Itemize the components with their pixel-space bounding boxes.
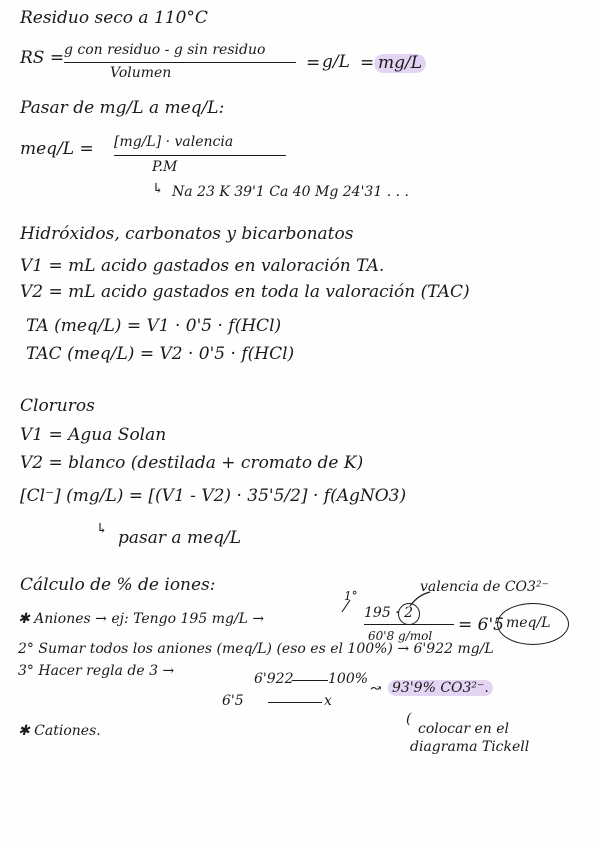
chloride-formula: [Cl⁻] (mg/L) = [(V1 - V2) · 35'5/2] · f(AgNO3) <box>20 486 407 506</box>
tac-formula: TAC (meq/L) = V2 · 0'5 · f(HCl) <box>26 344 295 364</box>
section-title-conversion: Pasar de mg/L a meq/L: <box>20 98 225 118</box>
rule-b1: 6'5 <box>222 693 244 709</box>
rs-g-per-l: g/L <box>322 52 350 72</box>
rule-a2: 100% <box>328 671 369 687</box>
valencia-pointer <box>410 592 430 606</box>
section-title-residuo: Residuo seco a 110°C <box>20 8 208 28</box>
anion-result-unit: meq/L <box>506 615 551 631</box>
rule-b2: x <box>324 693 332 709</box>
valencia-note: valencia de CO3²⁻ <box>420 579 549 595</box>
anion-result: = 6'5 <box>458 615 504 635</box>
rs-denominator: Volumen <box>110 65 172 81</box>
section-title-iones: Cálculo de % de iones: <box>20 575 216 595</box>
rs-label: RS = <box>20 48 65 68</box>
step1-pointer <box>342 600 350 612</box>
meq-arrow-icon: ↳ <box>152 181 164 197</box>
meq-label: meq/L = <box>20 139 94 159</box>
rs-mg-per-l: mg/L <box>374 54 426 73</box>
pasar-arrow-icon: ↳ <box>96 521 108 537</box>
step2-line: 2° Sumar todos los aniones (meq/L) (eso es el 100%) → 6'922 mg/L <box>18 641 494 657</box>
step1-mark: 1° <box>344 589 358 603</box>
rs-equals-2: = <box>360 53 375 73</box>
rule-bracket: ↝ <box>370 681 382 697</box>
placement-note-2: diagrama Tickell <box>410 739 530 755</box>
placement-bracket: ( <box>406 711 412 727</box>
placement-note-1: colocar en el <box>418 721 510 737</box>
atomic-weights-note: Na 23 K 39'1 Ca 40 Mg 24'31 . . . <box>172 184 409 200</box>
pasar-note: pasar a meq/L <box>118 528 242 548</box>
rs-numerator: g con residuo - g sin residuo <box>64 42 266 58</box>
cloruros-v1: V1 = Agua Solan <box>20 425 167 445</box>
aniones-line: ✱ Aniones → ej: Tengo 195 mg/L → <box>18 611 265 627</box>
ta-formula: TA (meq/L) = V1 · 0'5 · f(HCl) <box>26 316 282 336</box>
step3-line: 3° Hacer regla de 3 → <box>18 663 175 679</box>
frac-numerator: 195 · 2 <box>364 605 413 621</box>
rule-a1: 6'922 <box>254 671 294 687</box>
rule-result: 93'9% CO3²⁻. <box>388 680 493 696</box>
section-title-hydroxides: Hidróxidos, carbonatos y bicarbonatos <box>20 224 354 244</box>
meq-numerator: [mg/L] · valencia <box>114 134 234 150</box>
cloruros-v2: V2 = blanco (destilada + cromato de K) <box>20 453 364 473</box>
rs-equals-1: = <box>306 53 321 73</box>
hydroxides-v1: V1 = mL acido gastados en valoración TA. <box>20 256 385 276</box>
meq-denominator: P.M <box>152 159 178 175</box>
section-title-cloruros: Cloruros <box>20 396 95 416</box>
cationes-line: ✱ Cationes. <box>18 723 101 739</box>
frac-denominator: 60'8 g/mol <box>368 629 433 643</box>
hydroxides-v2: V2 = mL acido gastados en toda la valoración (TAC) <box>20 282 470 302</box>
